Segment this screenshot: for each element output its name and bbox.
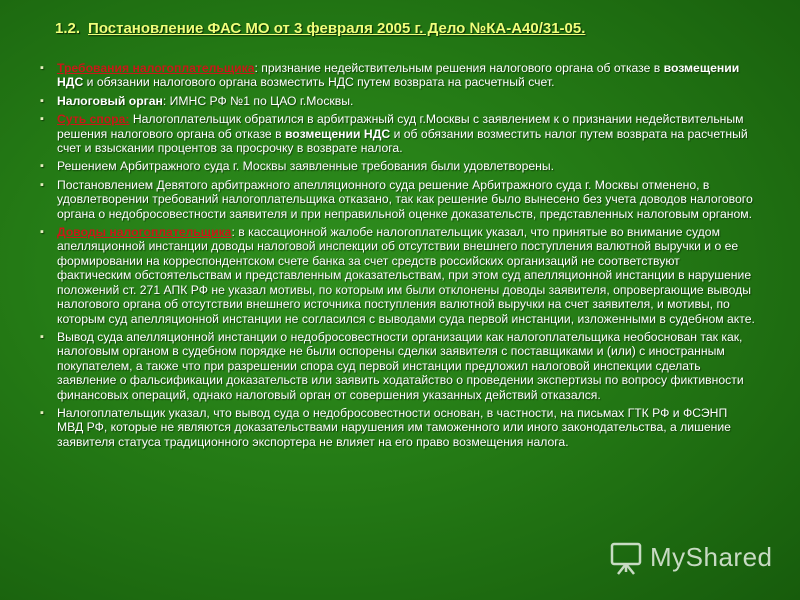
list-item xyxy=(40,178,755,221)
label-dispute: Суть спора: xyxy=(57,112,130,127)
list-item xyxy=(40,330,755,402)
list-item xyxy=(40,225,755,326)
item-text: Вывод суда апелляционной инстанции о недобросовестности организации как налогоплательщика необоснован так как, налоговым органом в судебном порядке не были оспорены сделки заявителя с поставщиками и (или) с иностранным покупателем, а также что при разрешении спора суд первой инстанции предложил налоговой инспекции сделать заявление о фальсификации доказательств или заявить ходатайство о проведении экспертизы по вопросу фиктивности финансовых операций, однако налоговый орган от совершения указанных действий отказался. xyxy=(57,329,744,402)
item-text: : ИМНС РФ №1 по ЦАО г.Москвы. xyxy=(162,93,354,108)
bullet-icon: ▪ xyxy=(40,406,44,419)
item-text: Постановлением Девятого арбитражного апелляционного суда решение Арбитражного суда г. Москвы отменено, в удовлетворении требований налогоплательщика отказано, так как решение было вынесено без учета доводов налогового органа о недобросовестности заявителя и при неправильной оценке доказательств, представленных налоговым органом. xyxy=(57,177,753,221)
bullet-list xyxy=(40,61,755,453)
list-item xyxy=(40,406,755,449)
item-text: и об обязании возместить налог путем возврата на расчетный счет и взыскании процентов за просрочку в возврате налога. xyxy=(57,126,748,156)
item-text: Налогоплательщик обратился в арбитражный суд г.Москвы с заявлением к о признании недействительным решения налогового органа об отказе в xyxy=(57,112,744,141)
bullet-icon: ▪ xyxy=(40,226,44,239)
list-item xyxy=(40,159,755,173)
watermark-text: MyShared xyxy=(650,542,773,572)
bullet-icon: ▪ xyxy=(40,178,44,191)
label-tax-authority: Налоговый орган xyxy=(57,93,163,108)
list-item xyxy=(40,112,755,155)
label-arguments: Доводы налогоплательщика xyxy=(57,225,232,240)
title-text: Постановление ФАС МО от 3 февраля 2005 г. Дело №КА-А40/31-05. xyxy=(88,20,586,37)
item-bold-text: возмещении НДС xyxy=(284,126,391,141)
title-number: 1.2. xyxy=(55,20,81,37)
item-text: и обязании налогового органа возместить НДС путем возврата на расчетный счет. xyxy=(83,75,555,90)
bullet-icon: ▪ xyxy=(40,62,44,74)
presentation-board-icon xyxy=(608,540,644,576)
label-requirements: Требования налогоплательщика xyxy=(57,61,255,75)
bullet-icon: ▪ xyxy=(40,160,44,173)
item-bold-text: возмещении НДС xyxy=(57,61,740,90)
bullet-icon: ▪ xyxy=(40,330,44,343)
list-item xyxy=(40,61,755,90)
list-item xyxy=(40,94,755,108)
item-text: Решением Арбитражного суда г. Москвы заявленные требования были удовлетворены. xyxy=(57,159,555,174)
bullet-icon: ▪ xyxy=(40,113,44,126)
page-title xyxy=(55,20,775,37)
item-text: : признание недействительным решения налогового органа об отказе в xyxy=(254,61,664,75)
item-text: : в кассационной жалобе налогоплательщик указал, что принятые во внимание судом апелляционной инстанции доводы налоговой инспекции об отсутствии внешнего поступления валютной выручки и о ее формировании на корреспондентском счете банка за счет средств российских организаций не соответствуют фактическим обстоятельствам и представленным доказательствам, при этом суд апелляционной инстанции в нарушение положений ст. 271 АПК РФ не указал мотивы, по которым им были отклонены доводы заявителя, опровергающие выводы налогового органа об отсутствии внешнего источника поступления валютной выручки на счет заявителя, и мотивы, по которым суд апелляционной инстанции не согласился с выводами суда первой инстанции, изложенными в судебном акте. xyxy=(57,225,755,326)
watermark-logo xyxy=(608,536,793,580)
bullet-icon: ▪ xyxy=(40,94,44,107)
item-text: Налогоплательщик указал, что вывод суда о недобросовестности основан, в частности, на письмах ГТК РФ и ФСЭНП МВД РФ, которые не являются доказательствами нарушения им таможенного или иного законодательства, а лишение заявителя статуса традиционного экспортера не влияет на его право возмещения налога. xyxy=(57,405,731,449)
